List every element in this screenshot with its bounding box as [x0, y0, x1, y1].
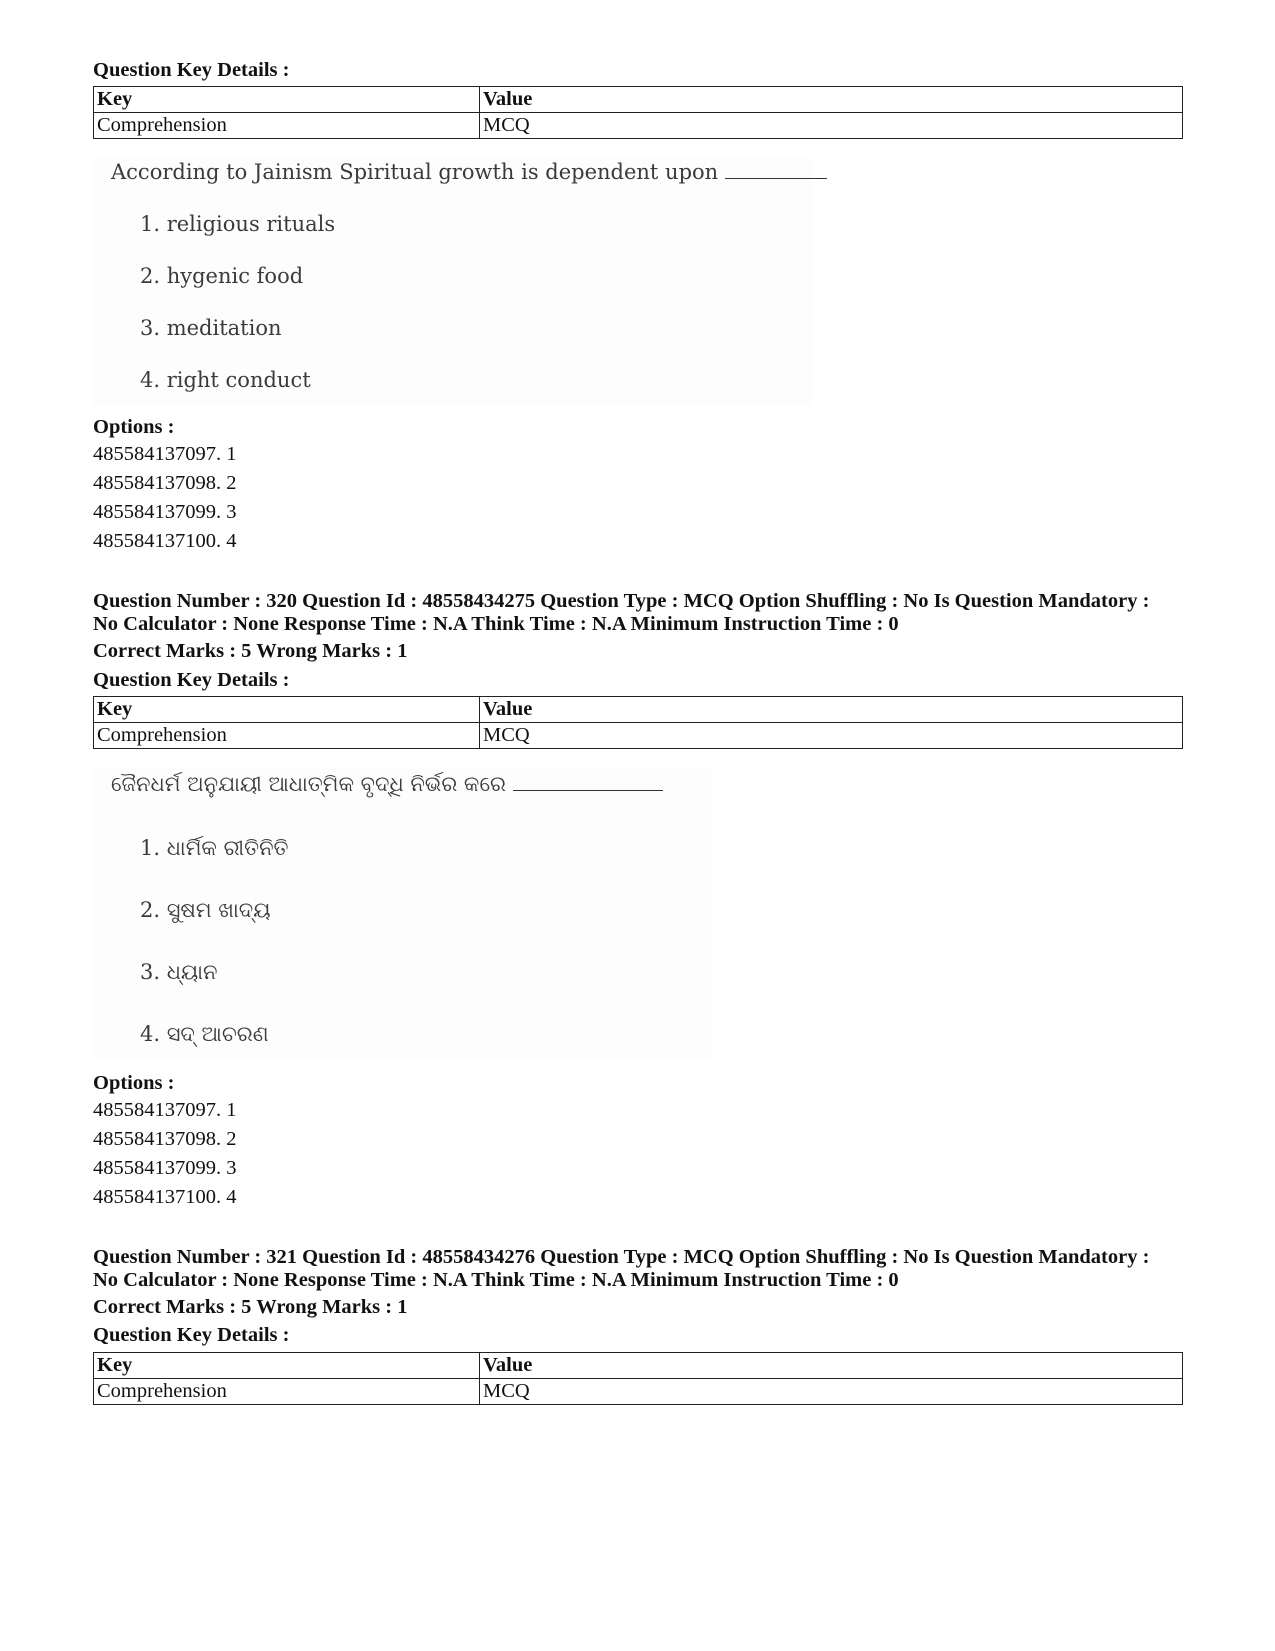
marks-line: Correct Marks : 5 Wrong Marks : 1: [93, 640, 408, 662]
key-details-label: Question Key Details :: [93, 669, 290, 691]
question-image-odia: [93, 768, 713, 1058]
question-option-4: 4. ସଦ୍ ଆଚରଣ: [140, 1022, 269, 1046]
options-list: [93, 440, 237, 556]
table-cell-key: Comprehension: [94, 723, 480, 749]
table-cell-value: MCQ: [480, 1379, 1183, 1405]
question-header-line2: No Calculator : None Response Time : N.A Think Time : N.A Minimum Instruction Time : 0: [93, 613, 899, 635]
key-details-label: Question Key Details :: [93, 59, 290, 81]
table-header-key: Key: [94, 1353, 480, 1379]
options-label: Options :: [93, 1072, 175, 1094]
question-option-4: 4. right conduct: [140, 368, 311, 392]
key-value-table: [93, 696, 1183, 749]
option-item: 485584137097. 1: [93, 443, 237, 465]
question-option-3: 3. meditation: [140, 316, 282, 340]
option-item: 485584137100. 4: [93, 1186, 237, 1208]
options-list: [93, 1096, 237, 1212]
option-item: 485584137097. 1: [93, 1099, 237, 1121]
table-header-value: Value: [480, 697, 1183, 723]
option-item: 485584137099. 3: [93, 501, 237, 523]
question-option-2: 2. hygenic food: [140, 264, 304, 288]
question-header-line2: No Calculator : None Response Time : N.A Think Time : N.A Minimum Instruction Time : 0: [93, 1269, 899, 1291]
question-text: According to Jainism Spiritual growth is dependent upon: [111, 160, 827, 184]
option-item: 485584137098. 2: [93, 1128, 237, 1150]
table-cell-value: MCQ: [480, 113, 1183, 139]
question-text: ଜୈନଧର୍ମ ଅନୁଯାୟୀ ଆଧାତ୍ମିକ ବୃଦ୍ଧି ନିର୍ଭର କରେ: [111, 772, 663, 797]
option-item: 485584137099. 3: [93, 1157, 237, 1179]
question-option-2: 2. ସୁଷମ ଖାଦ୍ୟ: [140, 898, 271, 922]
question-header-line1: Question Number : 320 Question Id : 48558434275 Question Type : MCQ Option Shuffling : No Is Question Mandatory :: [93, 590, 1150, 612]
table-header-value: Value: [480, 1353, 1183, 1379]
key-details-label: Question Key Details :: [93, 1324, 290, 1346]
question-header-line1: Question Number : 321 Question Id : 48558434276 Question Type : MCQ Option Shuffling : No Is Question Mandatory :: [93, 1246, 1150, 1268]
key-value-table: [93, 1352, 1183, 1405]
question-option-1: 1. religious rituals: [140, 212, 336, 236]
table-header-key: Key: [94, 87, 480, 113]
question-option-3: 3. ଧ୍ୟାନ: [140, 960, 218, 984]
table-header-value: Value: [480, 87, 1183, 113]
table-header-key: Key: [94, 697, 480, 723]
table-cell-key: Comprehension: [94, 1379, 480, 1405]
options-label: Options :: [93, 416, 175, 438]
option-item: 485584137098. 2: [93, 472, 237, 494]
key-value-table: [93, 86, 1183, 139]
marks-line: Correct Marks : 5 Wrong Marks : 1: [93, 1296, 408, 1318]
table-cell-value: MCQ: [480, 723, 1183, 749]
table-cell-key: Comprehension: [94, 113, 480, 139]
question-option-1: 1. ଧାର୍ମିକ ରୀତିନିତି: [140, 836, 289, 860]
question-image-english: [93, 156, 813, 406]
option-item: 485584137100. 4: [93, 530, 237, 552]
